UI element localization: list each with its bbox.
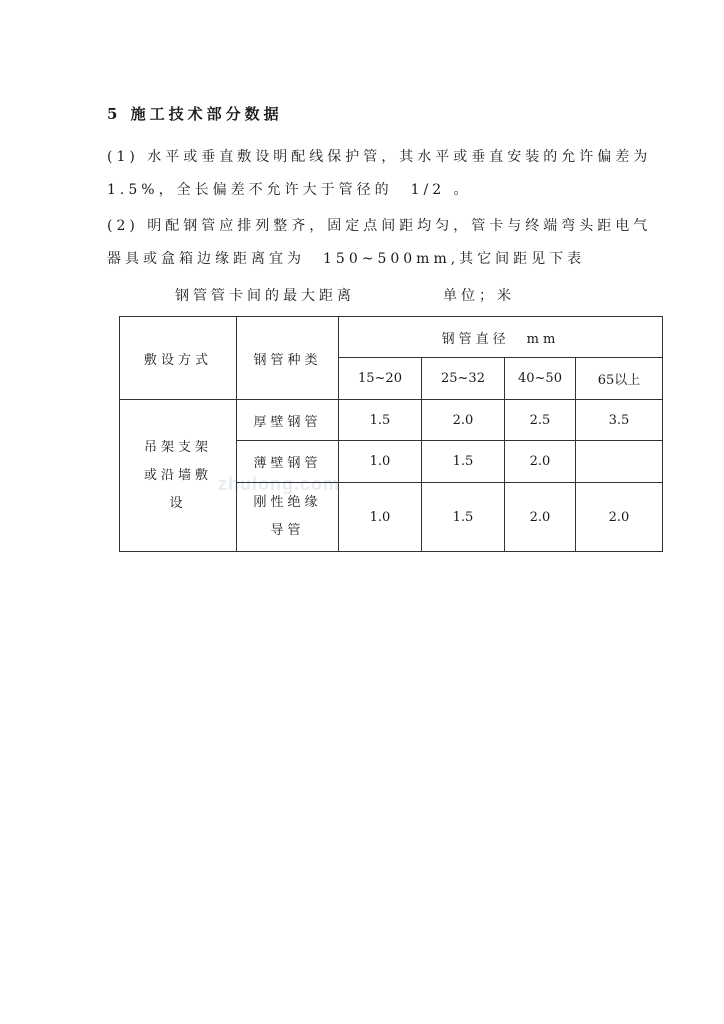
- diameter-cell: 65以上: [576, 358, 663, 400]
- section-heading: 5 施工技术部分数据: [107, 105, 283, 123]
- value-cell: 2.0: [505, 483, 576, 552]
- diameter-cell: 25~32: [422, 358, 505, 400]
- value-cell: 3.5: [576, 400, 663, 441]
- paragraph-tolerance: (1) 水平或垂直敷设明配线保护管，其水平或垂直安装的允许偏差为 1.5%，全长偏差不允许大于管径的 1/2 。: [107, 149, 670, 198]
- header-diameter: 钢管直径 mm: [339, 317, 663, 358]
- value-cell: 1.5: [422, 483, 505, 552]
- method-line: 吊架支架: [143, 439, 212, 455]
- value-cell: 2.0: [505, 441, 576, 483]
- pipe-type-line: 刚性绝缘: [253, 495, 322, 510]
- method-line: 或沿墙敷: [143, 467, 212, 483]
- value-cell: 1.5: [422, 441, 505, 483]
- diameter-cell: 40~50: [505, 358, 576, 400]
- value-cell: 2.5: [505, 400, 576, 441]
- clamp-spacing-table: [119, 316, 663, 552]
- method-line: 设: [169, 495, 187, 511]
- value-cell: 1.0: [339, 483, 422, 552]
- value-cell: 2.0: [576, 483, 663, 552]
- table-caption: 钢管管卡间的最大距离: [175, 288, 355, 304]
- watermark: zhulong.com: [218, 474, 340, 494]
- pipe-type-cell: 厚壁钢管: [237, 400, 339, 441]
- diameter-cell: 15~20: [339, 358, 422, 400]
- pipe-type-cell: [237, 483, 339, 552]
- value-cell: 2.0: [422, 400, 505, 441]
- value-cell: [576, 441, 663, 483]
- table-unit: 单位；米: [443, 288, 515, 304]
- pipe-type-cell: 薄壁钢管: [237, 441, 339, 483]
- paragraph-spacing: (2) 明配钢管应排列整齐，固定点间距均匀，管卡与终端弯头距电气器具或盒箱边缘距离宜为 150~500mm,其它间距见下表: [107, 218, 652, 267]
- value-cell: 1.5: [339, 400, 422, 441]
- header-pipe-type: 钢管种类: [237, 317, 339, 400]
- pipe-type-line: 导管: [270, 523, 305, 538]
- method-cell: [120, 400, 237, 552]
- header-method: 敷设方式: [120, 317, 237, 400]
- value-cell: 1.0: [339, 441, 422, 483]
